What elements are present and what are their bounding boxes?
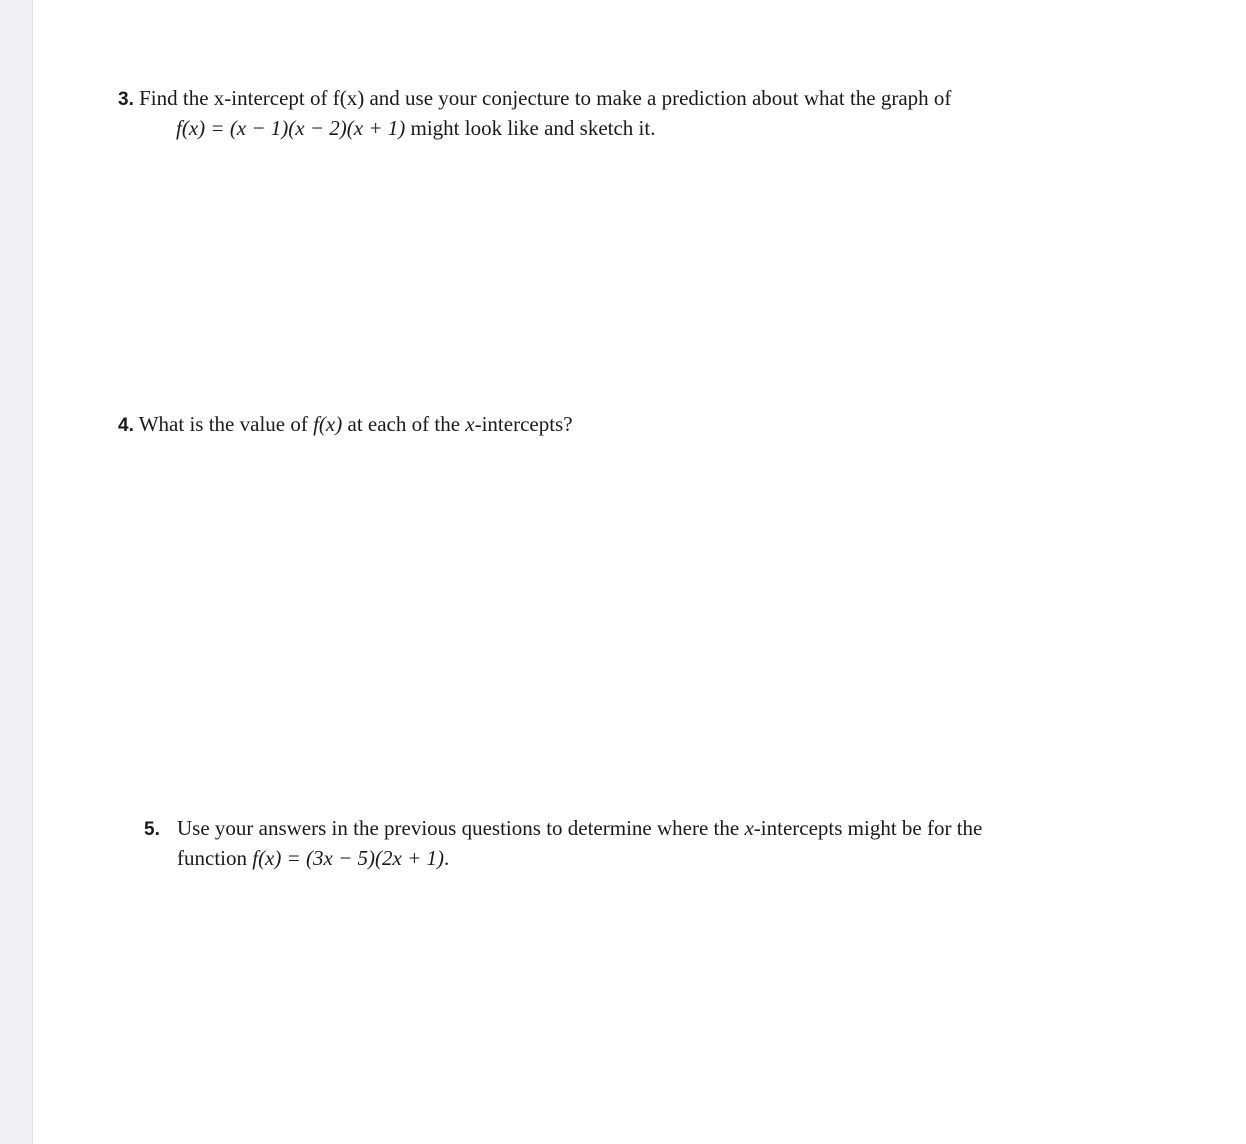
question-5-function-label: function bbox=[177, 846, 253, 870]
question-3-equation: f(x) = (x − 1)(x − 2)(x + 1) bbox=[176, 116, 406, 140]
question-5-line-1 bbox=[144, 814, 982, 844]
question-5-line-2 bbox=[144, 844, 982, 873]
question-5 bbox=[144, 814, 982, 873]
question-3 bbox=[118, 84, 951, 143]
question-5-equation: f(x) = (3x − 5)(2x + 1) bbox=[252, 846, 445, 870]
sidebar-gutter bbox=[0, 0, 33, 1144]
question-5-text-b: -intercepts might be for the bbox=[753, 816, 983, 840]
question-4 bbox=[118, 410, 573, 440]
question-3-line-2 bbox=[118, 114, 951, 143]
question-5-period: . bbox=[444, 846, 450, 870]
question-3-text-rest: might look like and sketch it. bbox=[405, 116, 656, 140]
document-page bbox=[33, 0, 1246, 1144]
question-4-text-after: -intercepts? bbox=[474, 412, 573, 436]
question-4-number: 4. bbox=[118, 415, 134, 436]
question-5-x: x bbox=[744, 816, 754, 840]
question-4-x: x bbox=[465, 412, 475, 436]
question-4-text-before: What is the value of bbox=[138, 412, 314, 436]
question-4-text-mid: at each of the bbox=[342, 412, 466, 436]
question-5-text-a: Use your answers in the previous questions to determine where the bbox=[177, 816, 745, 840]
question-3-text: Find the x-intercept of f(x) and use your conjecture to make a prediction about what the graph of bbox=[139, 86, 952, 110]
question-4-fx: f(x) bbox=[313, 412, 343, 436]
question-3-line-1 bbox=[118, 84, 951, 114]
question-5-number: 5. bbox=[144, 819, 160, 840]
question-3-number: 3. bbox=[118, 89, 134, 110]
